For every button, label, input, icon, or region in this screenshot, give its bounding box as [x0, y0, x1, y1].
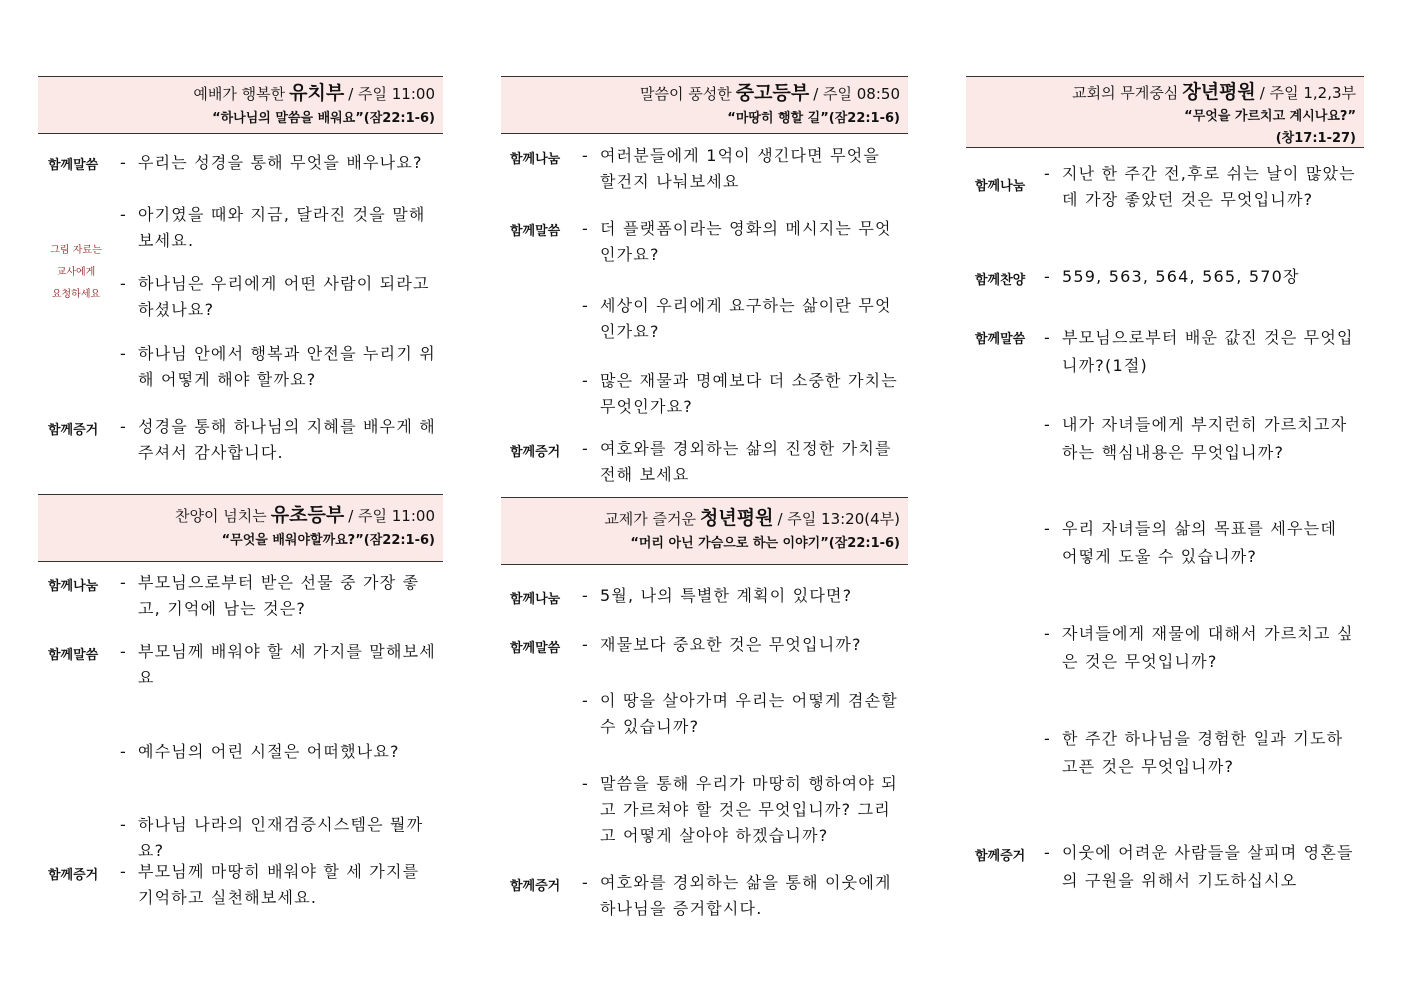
list-item: - 세상이 우리에게 요구하는 삶이란 무엇인가요?: [582, 296, 892, 341]
picture-note: 그림 자료는 교사에게 요청하세요: [50, 245, 102, 300]
label-share: 함께나눔: [510, 592, 561, 607]
list-item: - 559, 563, 564, 565, 570장: [1044, 267, 1300, 286]
service-time: / 주일 11:00: [348, 507, 435, 525]
sermon-theme: “무엇을 가르치고 계시나요?”: [1184, 109, 1356, 124]
adult-header: [966, 76, 1364, 148]
service-time: / 주일 08:50: [813, 85, 900, 103]
list-item: - 여호와를 경외하는 삶을 통해 이웃에게 하나님을 증거합시다.: [582, 873, 892, 918]
label-praise: 함께찬양: [975, 273, 1026, 288]
header-prefix: 말씀이 풍성한: [640, 85, 732, 103]
service-time: / 주일 1,2,3부: [1259, 84, 1356, 102]
list-item: - 예수님의 어린 시절은 어떠했나요?: [120, 742, 400, 761]
label-witness: 함께증거: [48, 868, 99, 883]
header-prefix: 예배가 행복한: [193, 85, 286, 103]
list-item: - 성경을 통해 하나님의 지혜를 배우게 해주셔서 감사합니다.: [120, 417, 436, 462]
label-share: 함께나눔: [975, 179, 1026, 194]
dept-name: 유초등부: [270, 504, 345, 526]
label-word: 함께말씀: [48, 158, 99, 173]
label-witness: 함께증거: [975, 849, 1026, 864]
list-item: - 여러분들에게 1억이 생긴다면 무엇을 할건지 나눠보세요: [582, 146, 881, 191]
label-word: 함께말씀: [510, 641, 561, 656]
sermon-theme: “무엇을 배워야할까요?”(잠22:1-6): [221, 533, 435, 548]
list-item: - 자녀들에게 재물에 대해서 가르치고 싶은 것은 무엇입니까?: [1044, 624, 1354, 671]
label-witness: 함께증거: [48, 423, 99, 438]
header-prefix: 찬양이 넘치는: [175, 507, 267, 525]
label-word: 함께말씀: [510, 224, 561, 239]
list-item: - 아기였을 때와 지금, 달라진 것을 말해 보세요.: [120, 205, 426, 250]
list-item: - 하나님은 우리에게 어떤 사람이 되라고 하셨나요?: [120, 274, 430, 319]
list-item: - 많은 재물과 명예보다 더 소중한 가치는 무엇인가요?: [582, 371, 898, 416]
elementary-header: [38, 494, 443, 562]
label-share: 함께나눔: [48, 579, 99, 594]
service-time: / 주일 11:00: [348, 85, 435, 103]
dept-name: 장년평원: [1182, 81, 1256, 103]
list-item: - 한 주간 하나님을 경험한 일과 기도하고픈 것은 무엇입니까?: [1044, 729, 1344, 776]
dept-name: 청년평원: [700, 507, 774, 529]
young-adult-header: [501, 497, 908, 565]
list-item: - 지난 한 주간 전,후로 쉬는 날이 많았는데 가장 좋았던 것은 무엇입니까?: [1044, 164, 1356, 209]
list-item: - 부모님으로부터 배운 값진 것은 무엇입니까?(1절): [1044, 328, 1354, 375]
list-item: - 부모님께 배워야 할 세 가지를 말해보세요: [120, 642, 436, 687]
list-item: - 하나님 나라의 인재검증시스템은 뭘까요?: [120, 815, 424, 860]
kindergarten-header: [38, 76, 443, 134]
header-prefix: 교제가 즐거운: [604, 510, 697, 528]
middle-high-header: [501, 76, 908, 134]
label-word: 함께말씀: [975, 332, 1026, 347]
list-item: - 우리는 성경을 통해 무엇을 배우나요?: [120, 153, 423, 172]
list-item: - 부모님으로부터 받은 선물 중 가장 좋고, 기억에 남는 것은?: [120, 573, 420, 618]
label-word: 함께말씀: [48, 648, 99, 663]
sermon-reference: (창17:1-27): [1275, 131, 1356, 146]
list-item: - 하나님 안에서 행복과 안전을 누리기 위해 어떻게 해야 할까요?: [120, 344, 436, 389]
sermon-theme: “머리 아닌 가슴으로 하는 이야기”(잠22:1-6): [630, 536, 900, 551]
list-item: - 더 플랫폼이라는 영화의 메시지는 무엇인가요?: [582, 219, 892, 264]
list-item: - 이 땅을 살아가며 우리는 어떻게 겸손할 수 있습니까?: [582, 691, 898, 736]
label-witness: 함께증거: [510, 445, 561, 460]
label-witness: 함께증거: [510, 879, 561, 894]
list-item: - 재물보다 중요한 것은 무엇입니까?: [582, 635, 862, 654]
dept-name: 중고등부: [735, 82, 810, 104]
list-item: - 5월, 나의 특별한 계획이 있다면?: [582, 586, 853, 605]
list-item: - 여호와를 경외하는 삶의 진정한 가치를 전해 보세요: [582, 439, 892, 484]
sermon-theme: “하나님의 말씀을 배워요”(잠22:1-6): [212, 111, 435, 126]
sermon-theme: “마땅히 행할 길”(잠22:1-6): [727, 111, 900, 126]
service-time: / 주일 13:20(4부): [777, 510, 900, 528]
dept-name: 유치부: [289, 82, 345, 104]
list-item: - 내가 자녀들에게 부지런히 가르치고자 하는 핵심내용은 무엇입니까?: [1044, 415, 1348, 462]
list-item: - 이웃에 어려운 사람들을 살피며 영혼들의 구원을 위해서 기도하십시오: [1044, 843, 1354, 890]
list-item: - 말씀을 통해 우리가 마땅히 행하여야 되고 가르쳐야 할 것은 무엇입니까? 그리고 어떻게 살아야 하겠습니까?: [582, 774, 898, 845]
list-item: - 부모님께 마땅히 배워야 할 세 가지를 기억하고 실천해보세요.: [120, 862, 420, 907]
header-prefix: 교회의 무게중심: [1072, 84, 1179, 102]
label-share: 함께나눔: [510, 152, 561, 167]
list-item: - 우리 자녀들의 삶의 목표를 세우는데 어떻게 도울 수 있습니까?: [1044, 519, 1337, 566]
